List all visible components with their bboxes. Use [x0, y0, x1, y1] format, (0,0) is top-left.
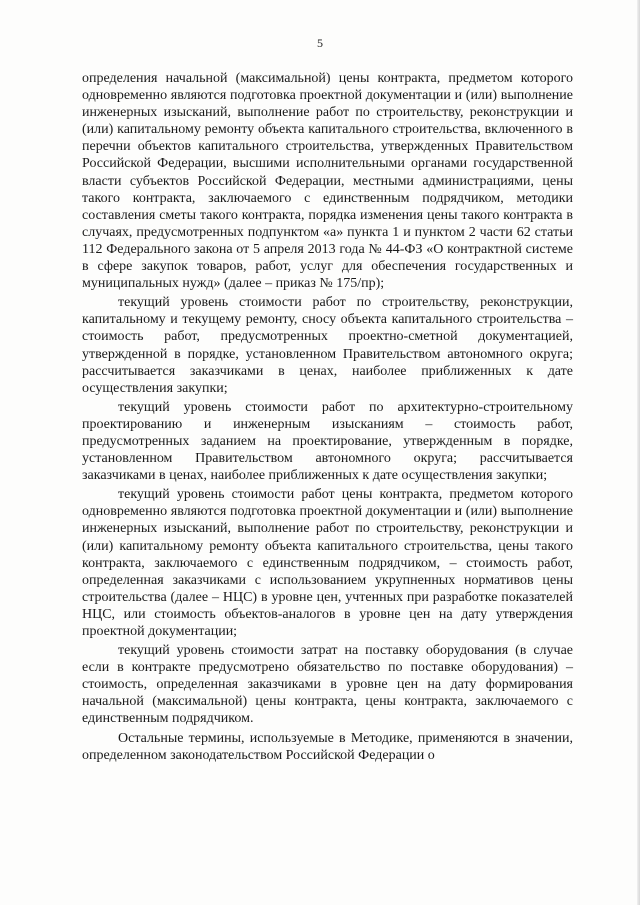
paragraph-design-cost: текущий уровень стоимости работ по архитектурно-строительному проектированию и инженерным изысканиям – стоимость работ, предусмотренных заданием на проектирование, утвержденным в порядке, установленном Правительством автономного округа; рассчитывается заказчиками в ценах, наиболее приближенных к дате осуществления закупки; [82, 399, 573, 484]
paragraph-contract-cost: текущий уровень стоимости работ цены контракта, предметом которого одновременно являются подготовка проектной документации и (или) выполнение инженерных изысканий, выполнение работ по строительству, реконструкции и (или) капитальному ремонту объекта капитального строительства, цены такого контракта, заключаемого с единственным подрядчиком, – стоимость работ, определенная заказчиками с использованием укрупненных нормативов цены строительства (далее – НЦС) в уровне цен, учтенных при разработке показателей НЦС, или стоимость объектов-аналогов в уровне цен на дату утверждения проектной документации; [82, 487, 573, 639]
paragraph-other-terms: Остальные термины, используемые в Методике, применяются в значении, определенном законодательством Российской Федерации о [82, 730, 573, 763]
document-body [82, 70, 573, 764]
paragraph-continuation: определения начальной (максимальной) цены контракта, предметом которого одновременно являются подготовка проектной документации и (или) выполнение инженерных изысканий, выполнение работ по строительству, реконструкции и (или) капитальному ремонту объекта капитального строительства, включенного в перечни объектов капитального строительства, утвержденных Правительством Российской Федерации, высшими исполнительными органами государственной власти субъектов Российской Федерации, местными администрациями, цены такого контракта, заключаемого с единственным подрядчиком, методики составления сметы такого контракта, порядка изменения цены такого контракта в случаях, предусмотренных подпунктом «а» пункта 1 и пунктом 2 части 62 статьи 112 Федерального закона от 5 апреля 2013 года № 44-ФЗ «О контрактной системе в сфере закупок товаров, работ, услуг для обеспечения государственных и муниципальных нужд» (далее – приказ № 175/пр); [82, 71, 573, 292]
paragraph-construction-cost: текущий уровень стоимости работ по строительству, реконструкции, капитальному и текущему ремонту, сносу объекта капитального строительства – стоимость работ, предусмотренных проектно-сметной документацией, утвержденной в порядке, установленном Правительством автономного округа; рассчитывается заказчиками в ценах, наиболее приближенных к дате осуществления закупки; [82, 295, 573, 396]
paragraph-equipment-cost: текущий уровень стоимости затрат на поставку оборудования (в случае если в контракте предусмотрено обязательство по поставке оборудования) – стоимость, определенная заказчиками в уровне цен на дату формирования начальной (максимальной) цены контракта, цены контракта, заключаемого с единственным подрядчиком. [82, 643, 573, 727]
page-number: 5 [317, 36, 323, 50]
